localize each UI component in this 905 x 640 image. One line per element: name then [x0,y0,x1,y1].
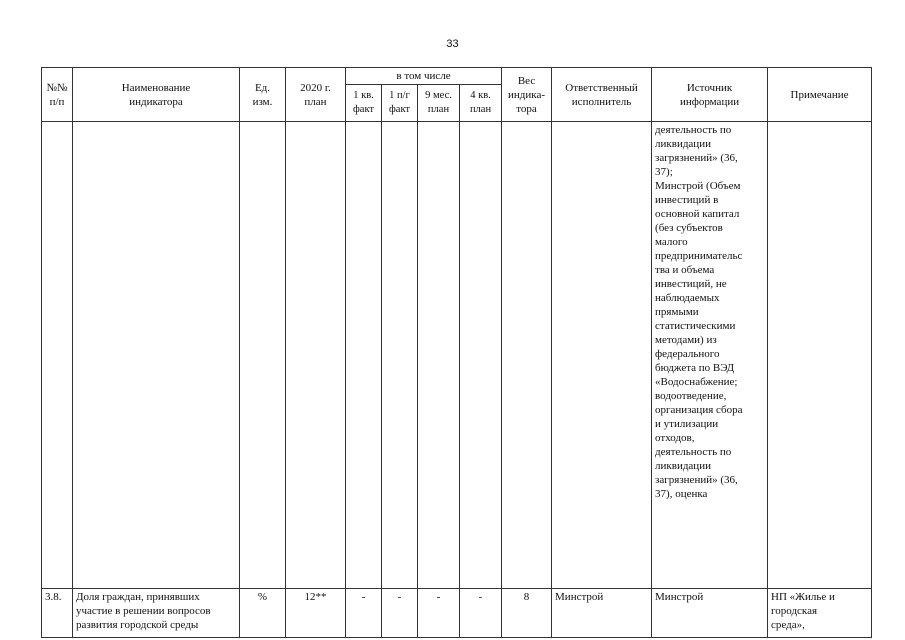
header-row-top [42,68,872,85]
header-name: Наименование индикатора [73,68,240,122]
header-unit: Ед. изм. [240,68,286,122]
cell-indicator-name: Доля граждан, принявших участие в решении вопросов развития городской среды [73,589,240,638]
header-responsible: Ответственный исполнитель [552,68,652,122]
header-9m-plan: 9 мес. план [418,85,460,122]
header-including: в том числе [346,68,502,85]
cell-empty [42,122,73,589]
cell-q4-plan: - [460,589,502,638]
table-row-3-8 [42,589,872,638]
cell-empty [502,122,552,589]
cell-empty [73,122,240,589]
cell-source-continuation: деятельность по ликвидации загрязнений» (36, 37); Минстрой (Объем инвестиций в основной капитал (без субъектов малого предпринимательс тва и объема инвестиций, не наблюдаемых прямыми статистическими методами) из федерального бюджета по ВЭД «Водоснабжение; водоотведение, организация сбора и утилизации отходов, деятельность по ликвидации загрязнений» (36, 37), оценка [652,122,768,589]
cell-empty [552,122,652,589]
page-number: 33 [446,38,459,50]
header-q4-plan: 4 кв. план [460,85,502,122]
table-row-continuation [42,122,872,589]
header-h1-fact: 1 п/г факт [382,85,418,122]
cell-empty [382,122,418,589]
cell-h1-fact: - [382,589,418,638]
cell-q1-fact: - [346,589,382,638]
cell-empty [768,122,872,589]
cell-source: Минстрой [652,589,768,638]
cell-empty [286,122,346,589]
cell-9m-plan: - [418,589,460,638]
cell-weight: 8 [502,589,552,638]
header-plan-2020: 2020 г. план [286,68,346,122]
indicators-table [41,67,872,638]
cell-responsible: Минстрой [552,589,652,638]
header-source: Источник информации [652,68,768,122]
cell-empty [460,122,502,589]
header-note: Примечание [768,68,872,122]
cell-note: НП «Жилье и городская среда», [768,589,872,638]
header-weight: Вес индика- тора [502,68,552,122]
cell-empty [418,122,460,589]
cell-empty [240,122,286,589]
cell-empty [346,122,382,589]
header-q1-fact: 1 кв. факт [346,85,382,122]
cell-num: 3.8. [42,589,73,638]
cell-plan-2020: 12** [286,589,346,638]
cell-unit: % [240,589,286,638]
header-num: №№ п/п [42,68,73,122]
